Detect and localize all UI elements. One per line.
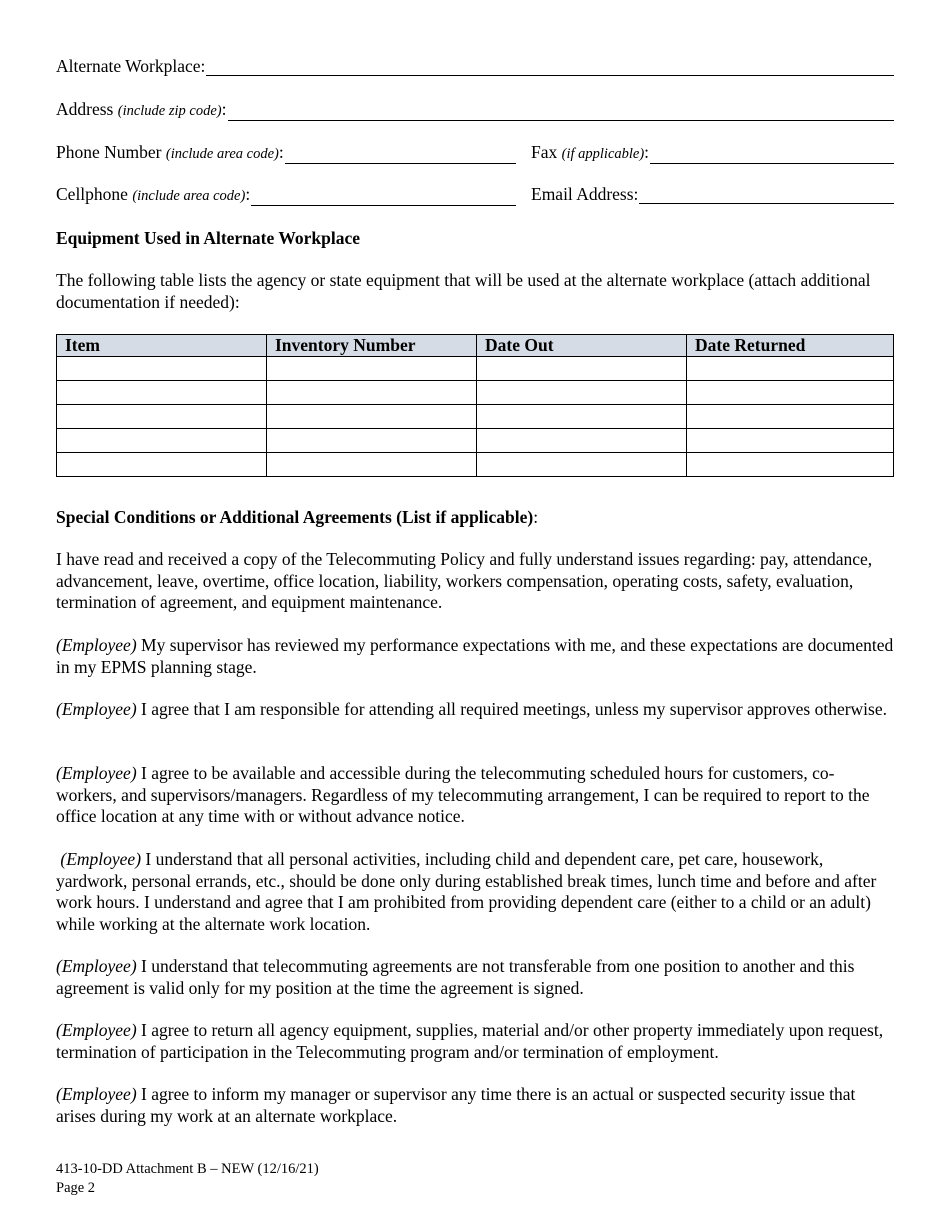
alternate-workplace-input[interactable]	[206, 60, 894, 76]
address-label: Address	[56, 99, 114, 119]
table-cell[interactable]	[687, 357, 894, 381]
table-cell[interactable]	[687, 453, 894, 477]
table-row	[57, 357, 894, 381]
cellphone-input[interactable]	[251, 190, 516, 206]
column-header-item: Item	[57, 335, 267, 357]
table-cell[interactable]	[57, 357, 267, 381]
address-input[interactable]	[228, 105, 895, 121]
table-cell[interactable]	[687, 381, 894, 405]
fax-field: Fax (if applicable):	[531, 142, 894, 164]
equipment-table	[56, 334, 894, 477]
table-row	[57, 453, 894, 477]
table-cell[interactable]	[57, 405, 267, 429]
table-header-row	[57, 335, 894, 357]
table-cell[interactable]	[687, 405, 894, 429]
phone-field: Phone Number (include area code):	[56, 142, 516, 164]
table-cell[interactable]	[57, 453, 267, 477]
agreement-paragraph: (Employee) I understand that telecommuting agreements are not transferable from one position to another and this agreement is valid only for my position at the time the agreement is signed.	[56, 956, 855, 998]
table-cell[interactable]	[267, 381, 477, 405]
column-header-date-returned: Date Returned	[687, 335, 894, 357]
document-id: 413-10-DD Attachment B – NEW (12/16/21)	[56, 1161, 319, 1177]
equipment-heading: Equipment Used in Alternate Workplace	[56, 228, 361, 248]
agreement-paragraph: (Employee) I agree to be available and accessible during the telecommuting scheduled hours for customers, co-workers, and supervisors/managers. Regardless of my telecommuting arrangement, I can be required to report to the office location at any time with or without advance notice.	[56, 763, 870, 826]
column-header-date-out: Date Out	[477, 335, 687, 357]
agreement-paragraph: (Employee) I agree to return all agency equipment, supplies, material and/or other property immediately upon request, termination of participation in the Telecommuting program and/or termination of employment.	[56, 1020, 884, 1062]
table-cell[interactable]	[267, 429, 477, 453]
agreement-paragraph: I have read and received a copy of the Telecommuting Policy and fully understand issues regarding: pay, attendance, advancement, leave, overtime, office location, liability, workers compensation, operating costs, safety, evaluation, termination of agreement, and equipment maintenance.	[56, 549, 873, 612]
equipment-intro: The following table lists the agency or state equipment that will be used at the alternate workplace (attach additional documentation if needed):	[56, 270, 871, 312]
email-label: Email Address:	[531, 184, 639, 204]
table-cell[interactable]	[477, 429, 687, 453]
phone-input[interactable]	[285, 148, 516, 164]
page-footer	[56, 1160, 319, 1198]
agreement-paragraph: (Employee) I agree that I am responsible for attending all required meetings, unless my supervisor approves otherwise.	[56, 699, 887, 719]
phone-note: (include area code)	[165, 146, 279, 162]
alternate-workplace-field	[56, 56, 894, 76]
table-cell[interactable]	[477, 357, 687, 381]
table-row	[57, 381, 894, 405]
email-input[interactable]	[639, 188, 894, 204]
table-cell[interactable]	[477, 453, 687, 477]
table-cell[interactable]	[267, 453, 477, 477]
phone-label: Phone Number	[56, 142, 162, 162]
agreement-paragraph: (Employee) I understand that all personal activities, including child and dependent care, pet care, housework, yardwork, personal errands, etc., should be done only during established break times, lunch time and before and after work hours. I understand and agree that I am prohibited from providing dependent care (either to a child or an adult) while working at the alternate work location.	[56, 849, 877, 934]
fax-label: Fax	[531, 142, 558, 162]
address-note: (include zip code)	[117, 103, 222, 119]
agreement-paragraph: (Employee) My supervisor has reviewed my performance expectations with me, and these expectations are documented in my EPMS planning stage.	[56, 635, 894, 677]
table-row	[57, 429, 894, 453]
cellphone-label: Cellphone	[56, 184, 128, 204]
table-cell[interactable]	[477, 405, 687, 429]
table-cell[interactable]	[687, 429, 894, 453]
table-row	[57, 405, 894, 429]
table-cell[interactable]	[57, 381, 267, 405]
fax-note: (if applicable)	[561, 146, 645, 162]
table-cell[interactable]	[267, 405, 477, 429]
table-cell[interactable]	[267, 357, 477, 381]
special-conditions-heading: Special Conditions or Additional Agreements (List if applicable):	[56, 507, 539, 527]
column-header-inventory-number: Inventory Number	[267, 335, 477, 357]
address-field: Address (include zip code):	[56, 99, 894, 121]
table-cell[interactable]	[57, 429, 267, 453]
email-field	[531, 184, 894, 204]
table-cell[interactable]	[477, 381, 687, 405]
fax-input[interactable]	[650, 148, 894, 164]
agreement-paragraph: (Employee) I agree to inform my manager or supervisor any time there is an actual or suspected security issue that arises during my work at an alternate workplace.	[56, 1084, 856, 1126]
alternate-workplace-label: Alternate Workplace:	[56, 56, 206, 76]
cellphone-field: Cellphone (include area code):	[56, 184, 516, 206]
page-number: Page 2	[56, 1180, 96, 1196]
cellphone-note: (include area code)	[132, 188, 246, 204]
